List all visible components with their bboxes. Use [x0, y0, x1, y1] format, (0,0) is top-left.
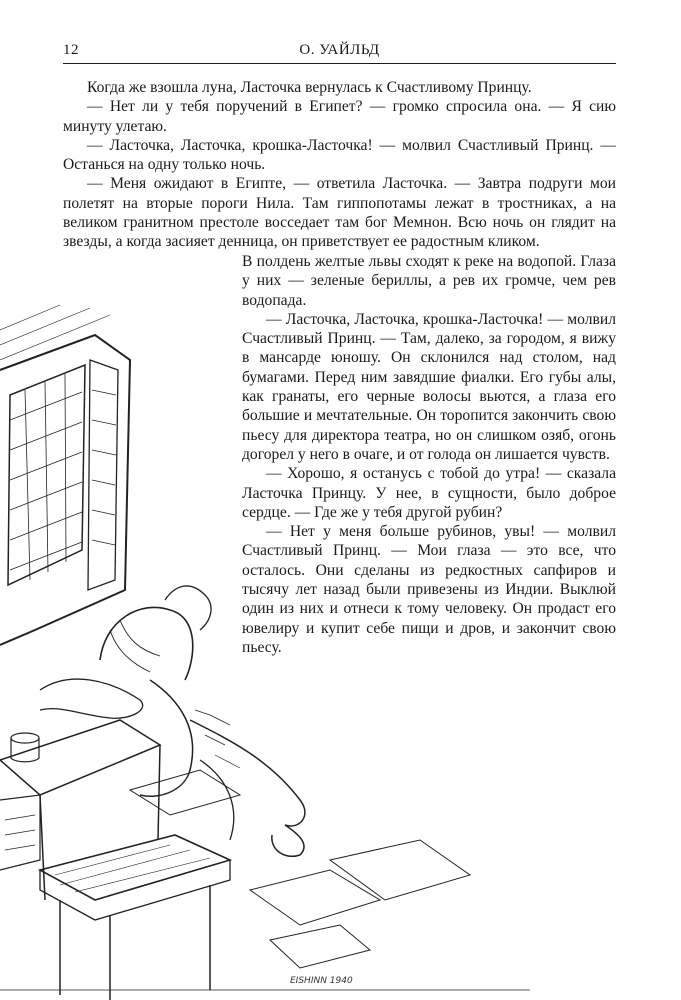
stool-illustration: [40, 835, 230, 1000]
paragraph: — Меня ожидают в Египте, — ответила Ласточка. — Завтра подруги мои полетят на вторые пороги Нила. Там гиппопотамы лежат в тростниках, а на великом гранитном престоле восседает там бог Мемнон. Всю ночь он глядит на звезды, а когда засияет денница, он приветствует ее радостным кликом.: [63, 175, 616, 251]
paragraph-continuation: В полдень желтые львы сходят к реке на водопой. Глаза у них — зеленые бериллы, а рев их громче, чем рев водопада.: [242, 253, 616, 309]
pen-drawing-illustration: [0, 300, 530, 1000]
paragraph: — Ласточка, Ласточка, крошка-Ласточка! — молвил Счастливый Принц. — Там, далеко, за городом, я вижу в мансарде юношу. Он склонился над столом, над бумагами. Перед ним завядшие фиалки. Его губы алы, как гранаты, его черные волосы вьются, а глаза его большие и мечтательные. Он торопится закончить свою пьесу для директора театра, но он слишком озяб, огонь догорел у него в очаге, и от голода он лишается чувств.: [242, 310, 616, 463]
window-illustration: [0, 335, 130, 645]
paragraph: — Хорошо, я останусь с тобой до утра! — сказала Ласточка Принцу. У нее, в сущности, было доброе сердце. — Где же у тебя другой рубин?: [242, 465, 616, 521]
artist-signature: EISHINN 1940: [290, 976, 353, 986]
desk-illustration: [0, 720, 160, 900]
paragraph: — Ласточка, Ласточка, крошка-Ласточка! — молвил Счастливый Принц. — Останься на одну только ночь.: [63, 136, 616, 174]
page-header: [63, 42, 616, 62]
young-man-figure: [40, 586, 305, 856]
paragraph: — Нет ли у тебя поручений в Египет? — громко спросила она. — Я сию минуту улетаю.: [63, 98, 616, 135]
page-number: 12: [63, 42, 79, 58]
paragraph: Когда же взошла луна, Ласточка вернулась к Счастливому Принцу.: [87, 79, 532, 96]
paragraph: — Нет у меня больше рубинов, увы! — молвил Счастливый Принц. — Мои глаза — это все, что осталось. Они сделаны из редкостных сапфиров и тысячу лет назад были привезены из Индии. Выклюй один из них и отнеси к тому человеку. Он продаст его ювелиру и купит себе пищи и дров, и закончит свою пьесу.: [242, 523, 616, 656]
body-text-full-width: [63, 78, 616, 252]
running-head: О. УАЙЛЬД: [299, 42, 380, 58]
header-rule: [63, 63, 616, 64]
